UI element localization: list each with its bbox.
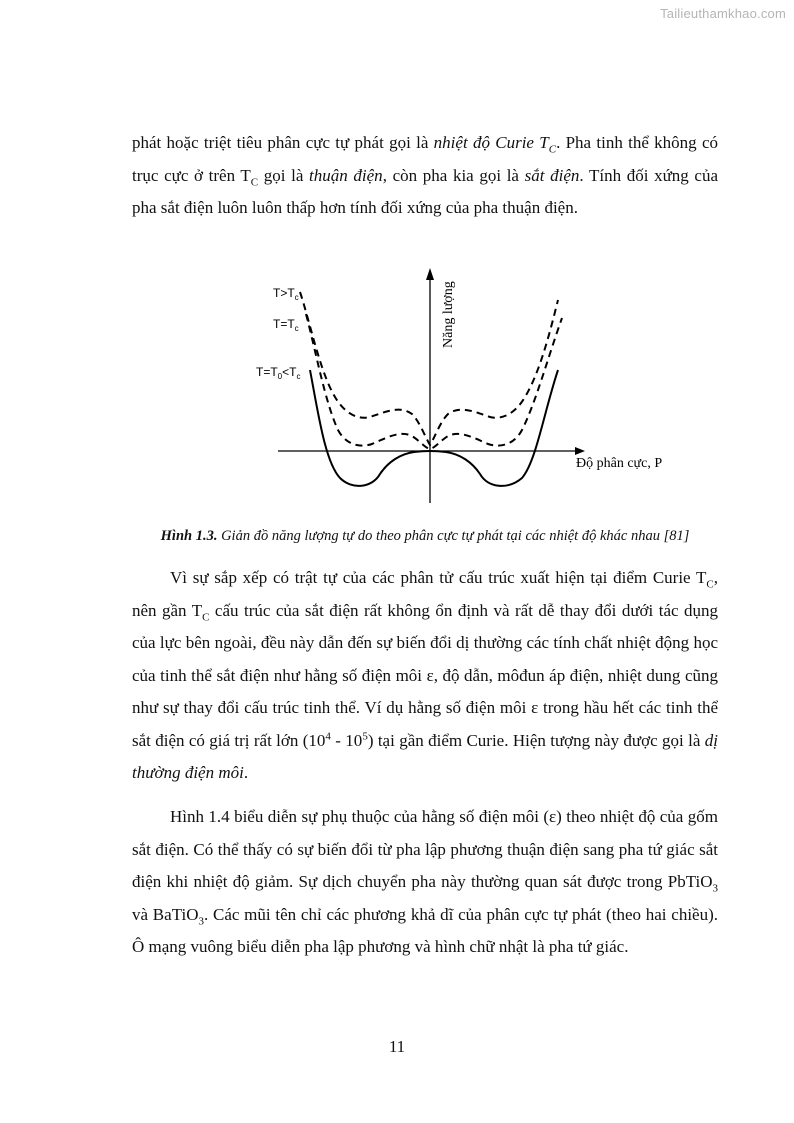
subscript: C — [202, 610, 210, 623]
curve-t-above-tc — [300, 292, 558, 445]
text-span: phát hoặc triệt tiêu phân cực tự phát gọi là — [132, 133, 434, 152]
page-number: 11 — [388, 1037, 406, 1056]
term-dielectric-anomaly: dị thường điện môi — [132, 730, 718, 782]
subscript: C — [548, 143, 557, 156]
text-span: , nên gần T — [132, 568, 718, 620]
curve-t-below-tc — [310, 370, 558, 486]
label-t-above-tc: $T>T_c$ — [273, 286, 299, 302]
label-t-below-tc: $T=T_0<T_c$ — [256, 365, 301, 381]
x-axis-label: Độ phân cực, P — [576, 456, 663, 471]
paragraph-3 — [132, 801, 718, 964]
text-span: gọi là — [258, 165, 310, 185]
label-t-equal-tc: $T=T_c$ — [273, 317, 299, 333]
text-span: . Pha tinh thể không có trục cực ở trên T — [132, 133, 719, 185]
figure-energy-diagram — [240, 262, 700, 512]
text-span: Vì sự sắp xếp có trật tự của các phân tử cấu trúc xuất hiện tại điểm Curie T — [170, 568, 707, 587]
term-ferroelectric: sắt điện — [524, 165, 580, 185]
term-paraelectric: thuận điện — [309, 165, 383, 185]
paragraph-2 — [132, 562, 718, 790]
energy-diagram-svg — [240, 262, 700, 512]
text-span: . — [243, 763, 249, 782]
y-axis-label: Năng lượng — [441, 281, 456, 348]
paragraph-1 — [132, 127, 718, 225]
text-span: và BaTiO — [132, 904, 199, 924]
term-curie-temperature: nhiệt độ Curie T — [433, 133, 549, 152]
text-span: - 10 — [330, 730, 363, 750]
caption-text: Giản đồ năng lượng tự do theo phân cực tự phát tại các nhiệt độ khác nhau [81] — [217, 528, 690, 544]
curve-t-equal-tc — [306, 314, 562, 449]
text-span: ) tại gần điểm Curie. Hiện tượng này được gọi là — [367, 730, 705, 750]
subscript: C — [706, 578, 714, 591]
y-axis-arrow — [426, 268, 434, 280]
superscript: 5 — [362, 729, 368, 742]
text-span: Hình 1.4 biểu diễn sự phụ thuộc của hằng số điện môi (ε) theo nhiệt độ của gốm sắt điện. Có thể thấy có sự biến đổi từ pha lập phương thuận điện sang pha tứ giác sắt điện khi nhiệt độ giảm. Sự dịch chuyển pha này thường quan sát được trong PbTiO — [132, 807, 718, 891]
text-span: , còn pha kia gọi là — [382, 165, 525, 185]
text-span: . Tính đối xứng của pha sắt điện luôn luôn thấp hơn tính đối xứng của pha thuận điện. — [132, 165, 719, 217]
text-span: . Các mũi tên chỉ các phương khả dĩ của phân cực tự phát (theo hai chiều). Ô mạng vuông biểu diễn pha lập phương và hình chữ nhật là pha tứ giác. — [132, 904, 719, 956]
superscript: 4 — [325, 729, 331, 742]
subscript: C — [250, 175, 259, 188]
text-span: cấu trúc của sắt điện rất không ổn định và rất dễ thay đổi dưới tác dụng của lực bên ngoài, đều này dẫn đến sự biến đổi dị thường các tính chất nhiệt động học của tinh thể sắt điện như hằng số điện môi ε, độ dẫn, môđun áp điện, nhiệt dung cũng như sự thay đổi cấu trúc tinh thể. Ví dụ hằng số điện môi ε trong hầu hết các tinh thể sắt điện có giá trị rất lớn (10 — [132, 600, 719, 750]
subscript: 3 — [198, 914, 204, 927]
watermark: Tailieuthamkhao.com — [660, 6, 786, 21]
x-axis-arrow — [575, 447, 585, 455]
caption-label: Hình 1.3. — [160, 528, 218, 544]
subscript: 3 — [712, 882, 718, 895]
figure-caption — [132, 528, 718, 545]
